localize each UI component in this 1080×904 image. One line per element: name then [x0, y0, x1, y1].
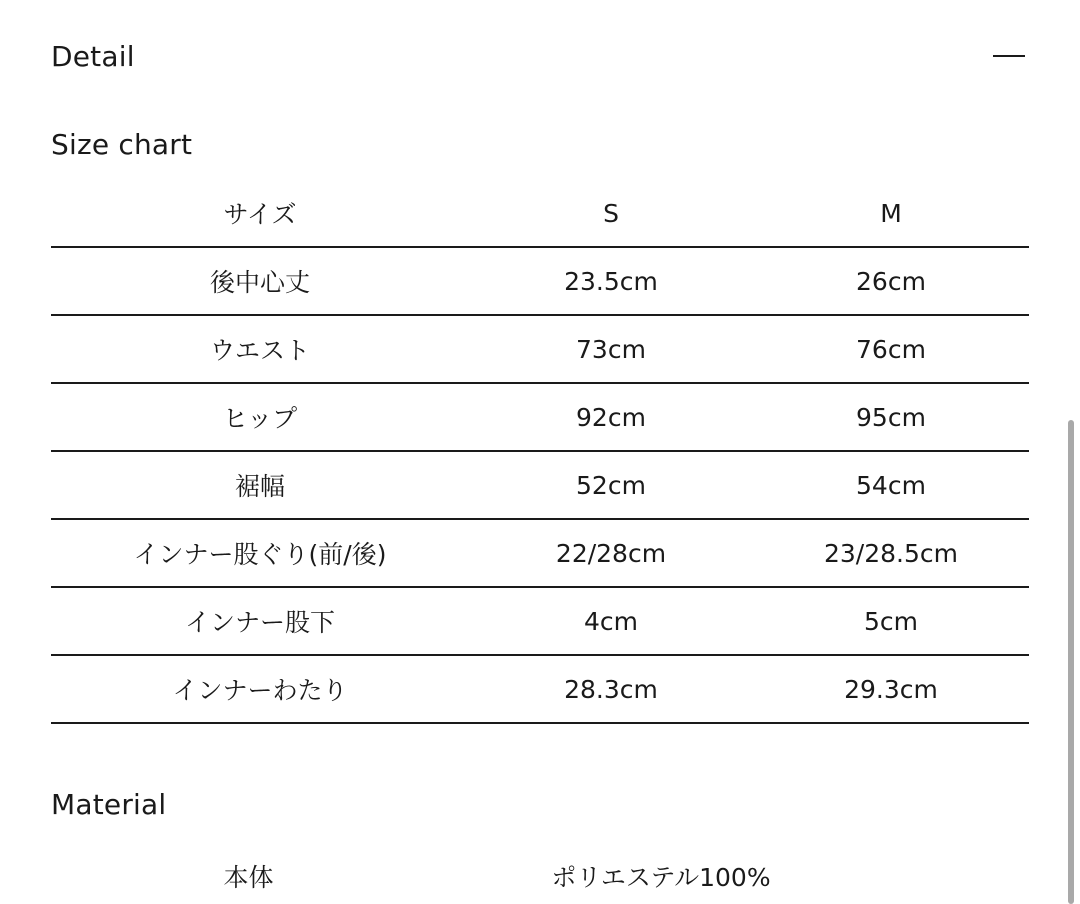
- size-s-value: 73cm: [469, 315, 753, 383]
- minus-icon[interactable]: [991, 38, 1027, 74]
- size-m-value: 76cm: [753, 315, 1029, 383]
- size-m-value: 95cm: [753, 383, 1029, 451]
- size-header-label: サイズ: [51, 180, 469, 247]
- scrollbar-thumb[interactable]: [1068, 420, 1074, 904]
- material-label: 本体: [223, 863, 274, 892]
- minus-icon-bar: [993, 55, 1025, 57]
- size-m-value: 23/28.5cm: [753, 519, 1029, 587]
- size-s-value: 28.3cm: [469, 655, 753, 723]
- size-s-value: 23.5cm: [469, 247, 753, 315]
- detail-accordion-header[interactable]: [51, 34, 1031, 78]
- size-m-value: 29.3cm: [753, 655, 1029, 723]
- size-s-value: 52cm: [469, 451, 753, 519]
- row-label: ウエスト: [51, 315, 469, 383]
- table-row: [51, 247, 1029, 315]
- row-label: ヒップ: [51, 383, 469, 451]
- size-s-value: 4cm: [469, 587, 753, 655]
- table-row: [51, 451, 1029, 519]
- size-header-s: S: [469, 180, 753, 247]
- size-chart-title: Size chart: [51, 128, 193, 161]
- size-m-value: 5cm: [753, 587, 1029, 655]
- size-s-value: 92cm: [469, 383, 753, 451]
- size-chart-table: [51, 180, 1029, 724]
- material-value: ポリエステル100%: [551, 863, 771, 892]
- material-title: Material: [51, 788, 167, 821]
- size-header-m: M: [753, 180, 1029, 247]
- table-row: [51, 519, 1029, 587]
- detail-title: Detail: [51, 39, 135, 73]
- size-s-value: 22/28cm: [469, 519, 753, 587]
- table-row: [51, 383, 1029, 451]
- scrollbar[interactable]: [1068, 420, 1074, 904]
- row-label: インナー股ぐり(前/後): [51, 519, 469, 587]
- row-label: 裾幅: [51, 451, 469, 519]
- size-chart-header-row: [51, 180, 1029, 247]
- row-label: インナーわたり: [51, 655, 469, 723]
- table-row: [51, 655, 1029, 723]
- row-label: インナー股下: [51, 587, 469, 655]
- row-label: 後中心丈: [51, 247, 469, 315]
- size-m-value: 54cm: [753, 451, 1029, 519]
- material-row: [51, 850, 1029, 900]
- table-row: [51, 587, 1029, 655]
- size-m-value: 26cm: [753, 247, 1029, 315]
- table-row: [51, 315, 1029, 383]
